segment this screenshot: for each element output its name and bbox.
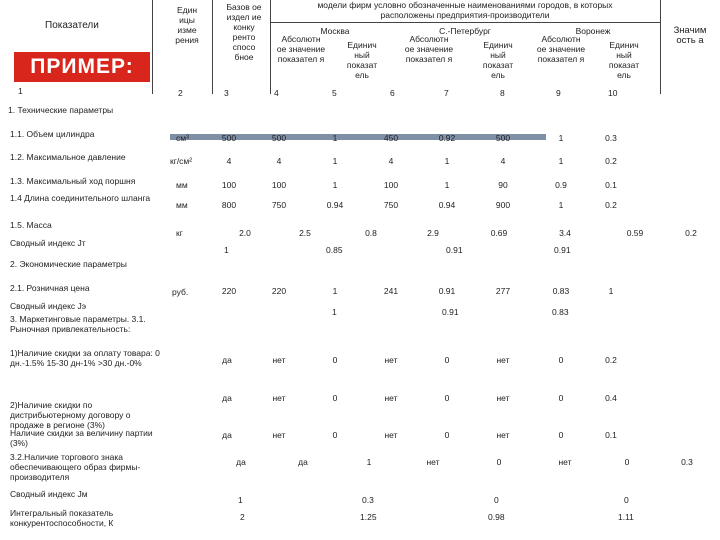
models-header-line2: расположены предприятия-производители [380, 10, 550, 20]
marketing-row-value: да [298, 457, 308, 467]
summary-jt-value: 0.91 [554, 245, 571, 255]
marketing-row-value: нет [384, 355, 398, 365]
integral-value: 1.11 [618, 512, 634, 522]
tech-row-value: 500 [271, 133, 287, 143]
marketing-row-value: нет [558, 457, 572, 467]
models-header-line1: модели фирм условно обозначенные наименованиями городов, в которых [317, 0, 613, 10]
unit-header: Един ицы изме рения [175, 5, 199, 45]
price-value: 220 [221, 286, 237, 296]
tech-row-value: 800 [221, 200, 237, 210]
summary-je-value: 0.91 [442, 307, 459, 317]
summary-jt-value: 1 [224, 245, 229, 255]
city-spb: С.-Петербург [439, 26, 491, 36]
abs-value-header: Абсолютн ое значение показател я [536, 34, 586, 64]
tech-row-value: 100 [383, 180, 399, 190]
marketing-row-value: 0 [624, 457, 630, 467]
marketing-row-value: да [222, 355, 232, 365]
col-number: 9 [556, 88, 561, 98]
grid-line [660, 0, 661, 94]
marketing-row-value: нет [496, 430, 510, 440]
unit-index-header: Единич ный показат ель [608, 40, 640, 80]
integral-value: 2 [240, 512, 245, 522]
price-value: 220 [271, 286, 287, 296]
col-number: 2 [178, 88, 183, 98]
price-value: 0.91 [438, 286, 456, 296]
tech-row-value: 0.3 [605, 133, 617, 143]
price-row-name: 2.1. Розничная цена [10, 283, 90, 293]
tech-row-value: 0.94 [326, 200, 344, 210]
col-number: 3 [224, 88, 229, 98]
tech-row-value: 0.9 [555, 180, 567, 190]
tech-row-value: 2.9 [427, 228, 439, 238]
marketing-row-value: 0 [444, 430, 450, 440]
summary-jm-value: 0 [494, 495, 499, 505]
tech-row-value: 1 [444, 180, 450, 190]
tech-row-value: 500 [495, 133, 511, 143]
marketing-row-value: да [236, 457, 246, 467]
marketing-row-value: нет [384, 430, 398, 440]
marketing-row-name: 2)Наличие скидки по дистрибьютерному договору о продаже в регионе (3%) [10, 400, 131, 430]
summary-jm-value: 0 [624, 495, 629, 505]
summary-jt-value: 0.91 [446, 245, 463, 255]
base-product-header: Базов ое издел ие конку ренто спосо бное [226, 2, 262, 62]
tech-row-value: 1 [558, 156, 564, 166]
col-number: 10 [608, 88, 618, 98]
marketing-row-value: 0.2 [605, 355, 617, 365]
marketing-row-value: нет [384, 393, 398, 403]
tech-row-value: 1 [332, 133, 338, 143]
integral-label: Интегральный показатель конкурентоспособности, К [10, 508, 114, 528]
tech-row-value: 2.0 [239, 228, 251, 238]
marketing-row-value: 0 [332, 430, 338, 440]
grid-line [270, 0, 271, 94]
marketing-row-value: нет [426, 457, 440, 467]
tech-row-value: 1 [332, 180, 338, 190]
tech-row-value: 0.2 [685, 228, 697, 238]
tech-row-value: 0.94 [438, 200, 456, 210]
tech-row-value: 500 [221, 133, 237, 143]
city-moscow: Москва [320, 26, 350, 36]
tech-row-value: 750 [271, 200, 287, 210]
tech-row-value: 3.4 [559, 228, 571, 238]
marketing-row-value: 0 [444, 355, 450, 365]
tech-row-value: 750 [383, 200, 399, 210]
significance-header: Значим ость a [673, 25, 707, 46]
tech-row-name: 1.4 Длина соединительного шланга [10, 193, 151, 203]
tech-row-unit: кг/см² [170, 156, 193, 166]
unit-index-header: Единич ный показат ель [346, 40, 378, 80]
tech-row-value: 0.2 [605, 156, 617, 166]
summary-jt-label: Сводный индекс Jт [10, 238, 86, 248]
summary-jt-value: 0.85 [326, 245, 343, 255]
section-marketing: 3. Маркетинговые параметры. 3.1. Рыночная привлекательность: [10, 314, 146, 334]
price-value: 0.83 [552, 286, 570, 296]
tech-row-value: 1 [444, 156, 450, 166]
marketing-row-value: нет [272, 430, 286, 440]
unit-index-header: Единич ный показат ель [482, 40, 514, 80]
price-value: 1 [608, 286, 614, 296]
marketing-row-value: нет [496, 393, 510, 403]
grid-line [212, 0, 213, 94]
marketing-row-value: 0 [558, 430, 564, 440]
price-value: 277 [495, 286, 511, 296]
marketing-row-value: нет [496, 355, 510, 365]
integral-value: 0.98 [488, 512, 505, 522]
tech-row-name: 1.2. Максимальное давление [10, 152, 126, 162]
summary-je-value: 1 [332, 307, 337, 317]
tech-row-unit: мм [176, 200, 188, 210]
marketing-row-value: 0.3 [681, 457, 693, 467]
marketing-row-value: нет [272, 355, 286, 365]
marketing-row-value: 0.4 [605, 393, 617, 403]
tech-row-value: 0.59 [626, 228, 644, 238]
tech-row-unit: кг [176, 228, 183, 238]
tech-row-unit: мм [176, 180, 188, 190]
marketing-row-value: нет [272, 393, 286, 403]
marketing-row-value: 0 [444, 393, 450, 403]
marketing-row-value: 0 [558, 393, 564, 403]
tech-row-value: 0.92 [438, 133, 456, 143]
marketing-row-value: 1 [366, 457, 372, 467]
col-number: 6 [390, 88, 395, 98]
indicators-header: Показатели [45, 20, 99, 31]
grid-line [270, 22, 660, 23]
section-economic: 2. Экономические параметры [10, 259, 127, 269]
tech-row-name: 1.1. Объем цилиндра [10, 129, 95, 139]
integral-value: 1.25 [360, 512, 377, 522]
col-number: 1 [18, 86, 23, 96]
summary-jm-value: 1 [238, 495, 243, 505]
city-voronezh: Воронеж [575, 26, 611, 36]
tech-row-value: 100 [271, 180, 287, 190]
price-row-unit: руб. [172, 287, 189, 297]
tech-row-value: 4 [226, 156, 232, 166]
marketing-row-value: 0 [496, 457, 502, 467]
marketing-row-value: да [222, 430, 232, 440]
marketing-row-value: 0 [558, 355, 564, 365]
tech-row-unit: см³ [176, 133, 189, 143]
tech-row-value: 2.5 [299, 228, 311, 238]
tech-row-value: 4 [276, 156, 282, 166]
marketing-row-value: 0 [332, 355, 338, 365]
tech-row-value: 100 [221, 180, 237, 190]
marketing-row-value: да [222, 393, 232, 403]
abs-value-header: Абсолютн ое значение показател я [404, 34, 454, 64]
tech-row-value: 4 [388, 156, 394, 166]
col-number: 4 [274, 88, 279, 98]
marketing-row-name: 3.2.Наличие торгового знака обеспечивающего образ фирмы-производителя [10, 452, 141, 482]
tech-row-value: 4 [500, 156, 506, 166]
tech-row-value: 1 [332, 156, 338, 166]
tech-row-value: 450 [383, 133, 399, 143]
section-technical: 1. Технические параметры [8, 105, 114, 115]
tech-row-value: 0.69 [490, 228, 508, 238]
marketing-row-value: 0 [332, 393, 338, 403]
col-number: 5 [332, 88, 337, 98]
summary-je-value: 0.83 [552, 307, 569, 317]
tech-row-value: 1 [558, 133, 564, 143]
summary-jm-label: Сводный индекс Jм [10, 489, 88, 499]
abs-value-header: Абсолютн ое значение показател я [276, 34, 326, 64]
marketing-row-name: 1)Наличие скидки за оплату товара: 0 дн.-1.5% 15-30 дн-1% >30 дн.-0% [10, 348, 160, 368]
col-number: 8 [500, 88, 505, 98]
summary-jm-value: 0.3 [362, 495, 374, 505]
grid-line [152, 0, 153, 94]
tech-row-value: 1 [558, 200, 564, 210]
price-value: 1 [332, 286, 338, 296]
tech-row-value: 0.1 [605, 180, 617, 190]
tech-row-value: 900 [495, 200, 511, 210]
tech-row-name: 1.3. Максимальный ход поршня [10, 176, 136, 186]
summary-je-label: Сводный индекс Jэ [10, 301, 87, 311]
col-number: 7 [444, 88, 449, 98]
marketing-row-value: 0.1 [605, 430, 617, 440]
marketing-row-name: Наличие скидки за величину партии (3%) [10, 428, 153, 448]
example-banner: ПРИМЕР: [14, 52, 150, 82]
tech-row-name: 1.5. Масса [10, 220, 52, 230]
tech-row-value: 0.2 [605, 200, 617, 210]
tech-row-value: 0.8 [365, 228, 377, 238]
price-value: 241 [383, 286, 399, 296]
tech-row-value: 90 [498, 180, 508, 190]
